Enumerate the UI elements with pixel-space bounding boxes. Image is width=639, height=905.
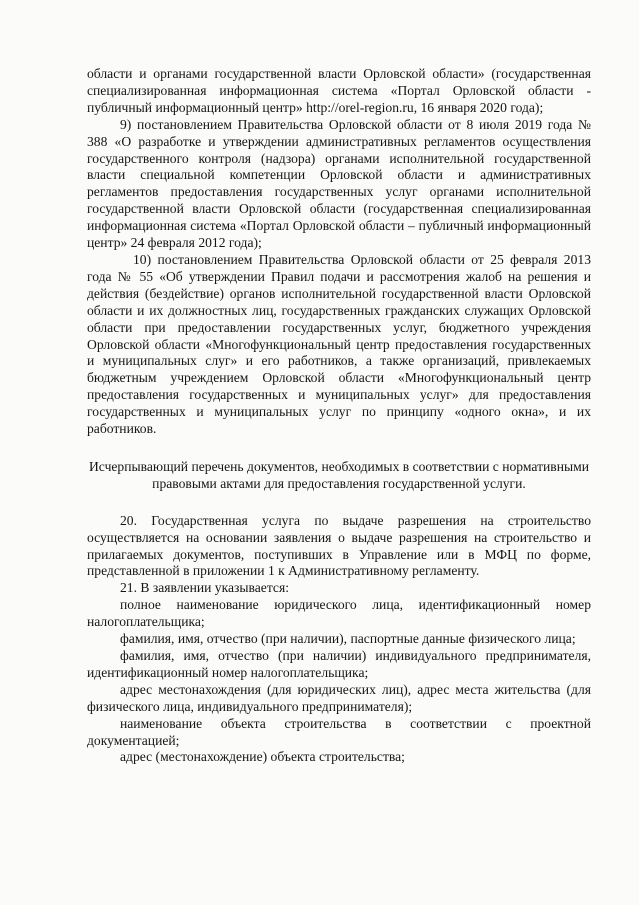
paragraph-item-21-intro: 21. В заявлении указывается: bbox=[120, 580, 289, 596]
list-item: фамилия, имя, отчество (при наличии) индивидуального предпринимателя, идентификационный номер налогоплательщика; bbox=[87, 648, 591, 680]
paragraph-item-20: 20. Государственная услуга по выдаче разрешения на строительство осуществляется на основании заявления о выдаче разрешения на строительство и прилагаемых документов, поступивших в Управление или в МФЦ по форме, представленной в приложении 1 к Административному регламенту. bbox=[87, 512, 591, 579]
list-item: адрес местонахождения (для юридических лиц), адрес места жительства (для физического лица, индивидуального предпринимателя); bbox=[87, 681, 591, 714]
paragraph-continuation: области и органами государственной власти Орловской области» (государственная специализированная информационная система «Портал Орловской области - публичный информационный центр» http://orel-region.ru, 16 января 2020 года); bbox=[87, 66, 591, 115]
paragraph-item-9: 9) постановлением Правительства Орловской области от 8 июля 2019 года № 388 «О разработке и утверждении административных регламентов осуществления государственного контроля (надзора) органами исполнительной государственной власти специальной компетенции Орловской области и административных регламентов предоставления государственных услуг органами исполнительной государственной власти Орловской области (государственная специализированная информационная система «Портал Орловской области – публичный информационный центр» 24 февраля 2012 года); bbox=[87, 116, 591, 251]
paragraph-item-10: 10) постановлением Правительства Орловской области от 25 февраля 2013 года № 55 «Об утверждении Правил подачи и рассмотрения жалоб на решения и действия (бездействие) органов исполнительной государственной власти Орловской области и их должностных лиц, государственных гражданских служащих Орловской области при предоставлении государственных услуг, бюджетного учреждения Орловской области «Многофункциональный центр предоставления государственных и муниципальных слуг» и его работников, а также организаций, привлекаемых бюджетным учреждением Орловской области «Многофункциональный центр предоставления государственных и муниципальных услуг» для предоставления государственных и муниципальных услуг по принципу «одного окна», и их работников. bbox=[87, 251, 591, 437]
list-item: наименование объекта строительства в соответствии с проектной документацией; bbox=[87, 715, 591, 748]
section-heading: Исчерпывающий перечень документов, необходимых в соответствии с нормативными правовыми актами для предоставления государственной услуги. bbox=[88, 458, 589, 491]
list-item: фамилия, имя, отчество (при наличии), паспортные данные физического лица; bbox=[120, 631, 576, 647]
list-item: полное наименование юридического лица, идентификационный номер налогоплательщика; bbox=[87, 597, 591, 630]
list-item: адрес (местонахождение) объекта строительства; bbox=[120, 749, 405, 765]
